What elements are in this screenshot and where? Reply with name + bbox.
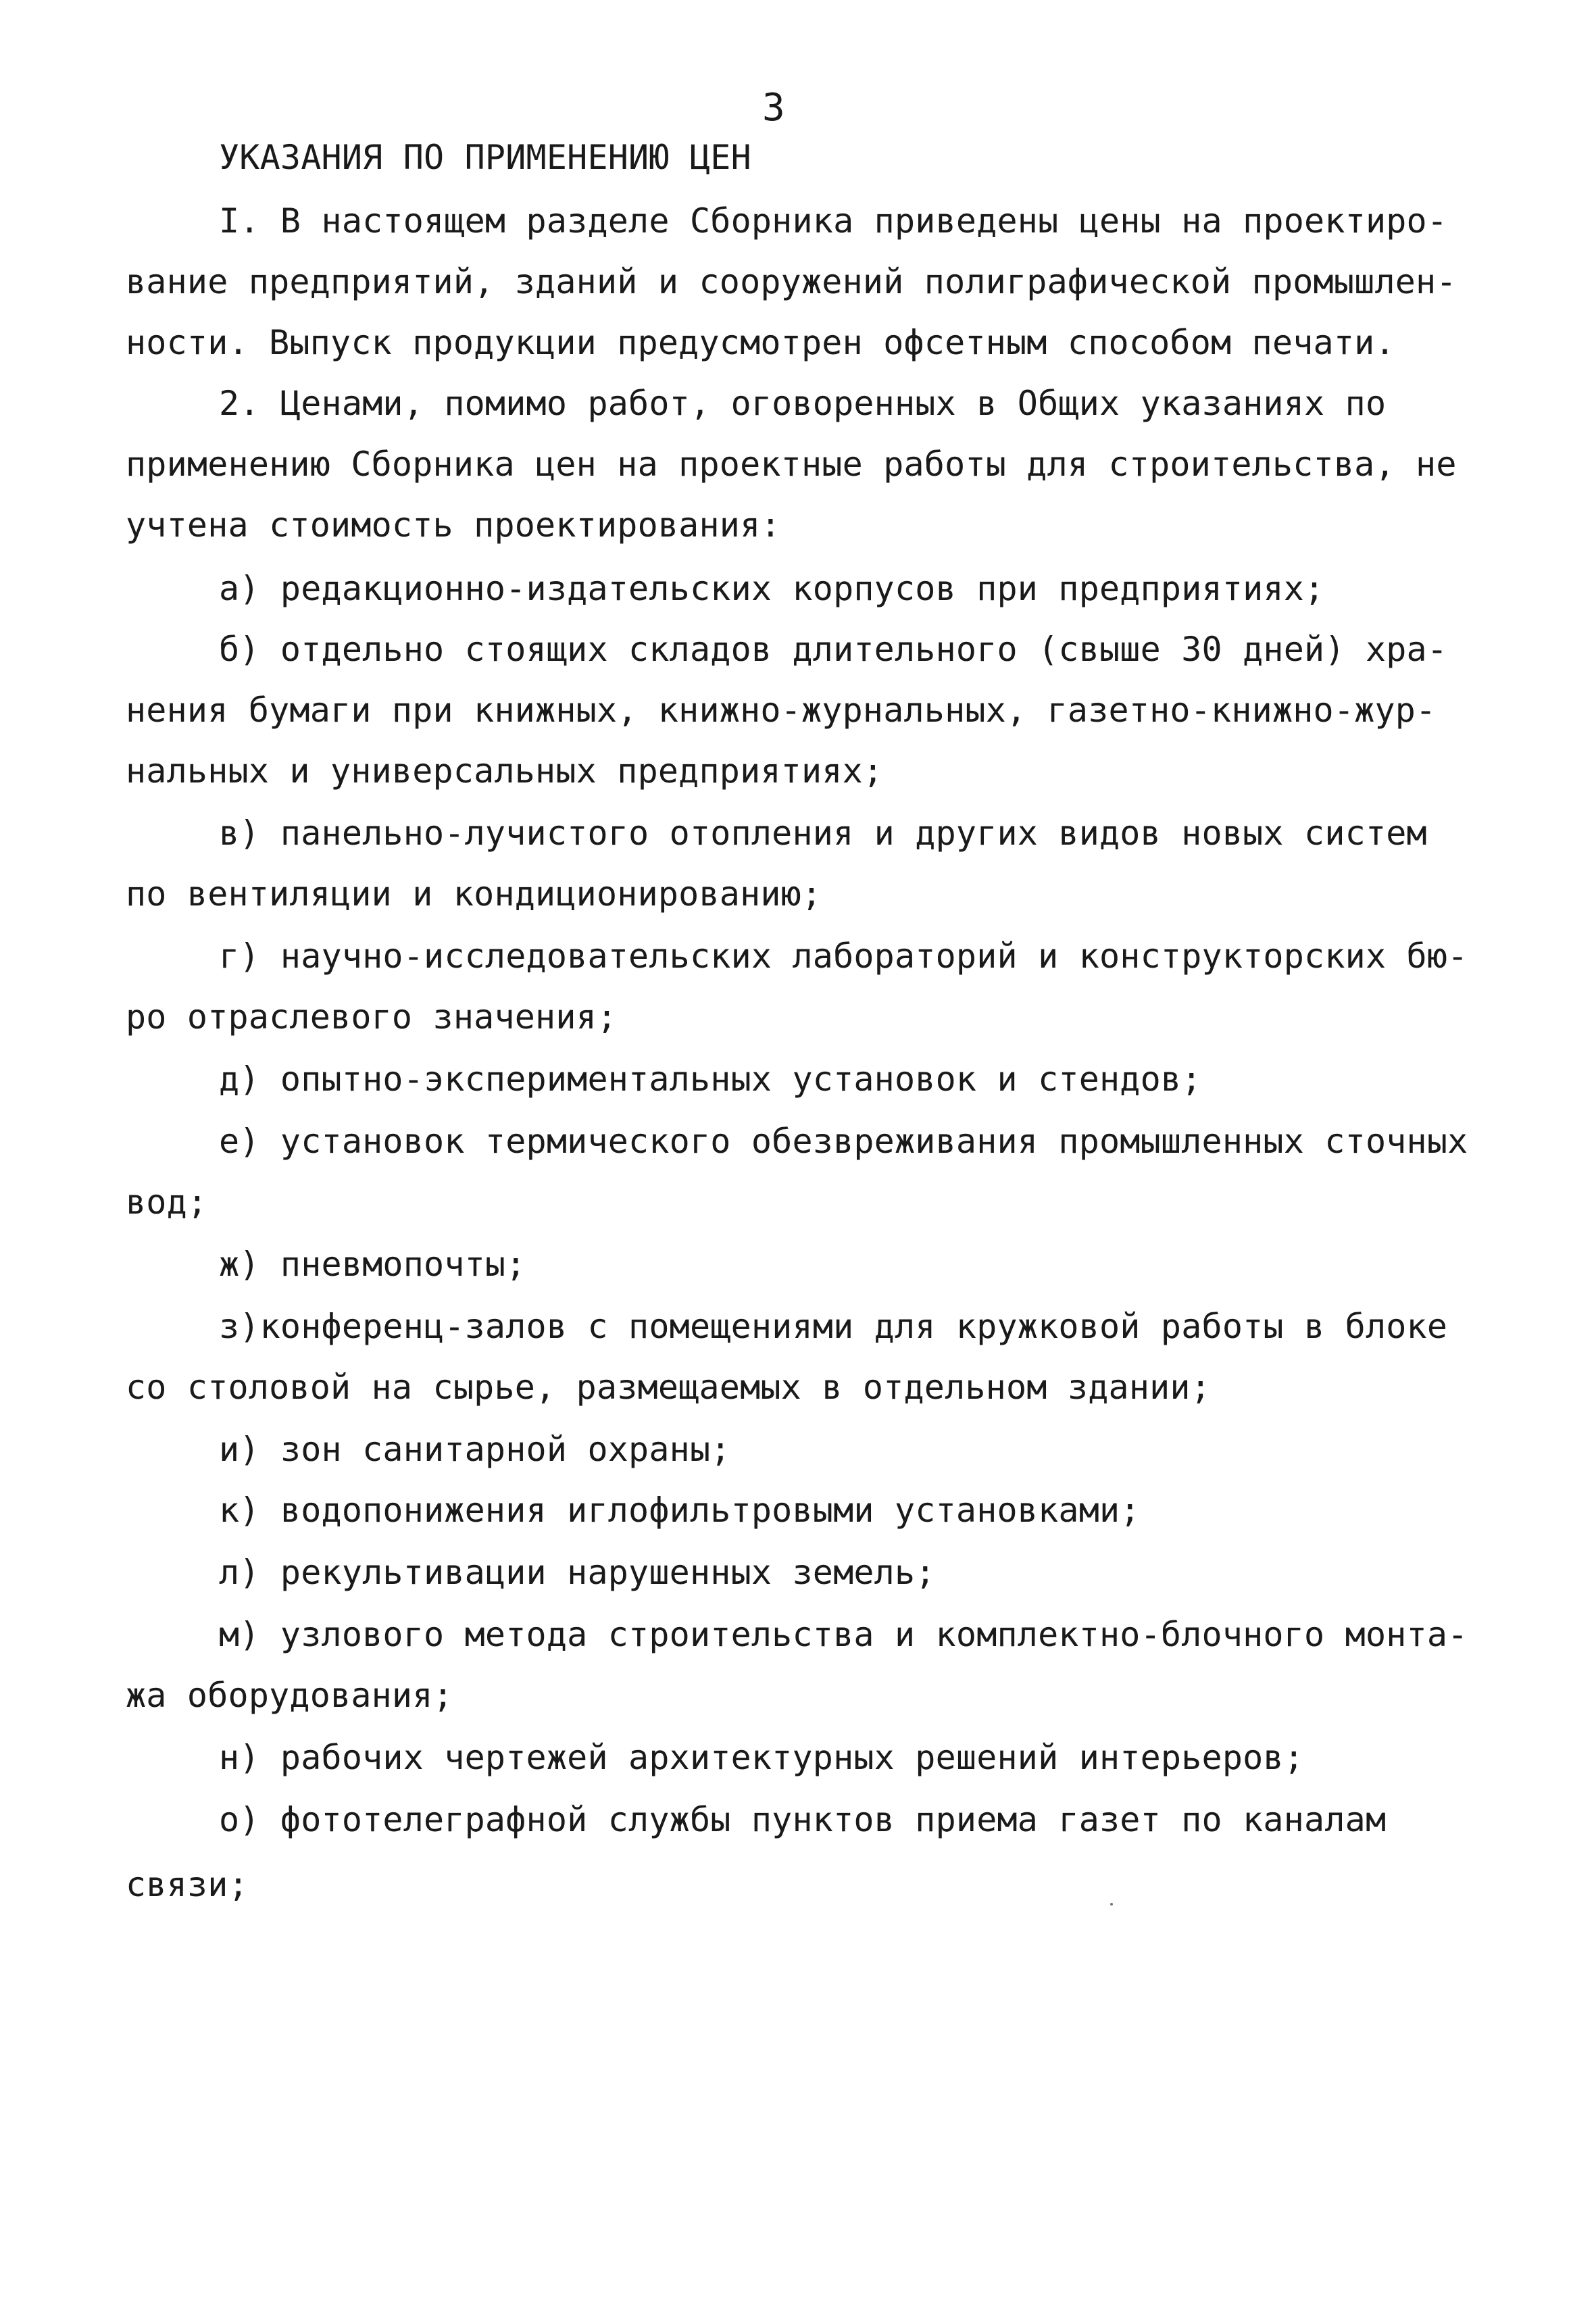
list-item-i: и) зон санитарной охраны; (219, 1430, 731, 1469)
list-item-m-line-2: жа оборудования; (126, 1676, 453, 1715)
list-item-l: л) рекультивации нарушенных земель; (219, 1553, 936, 1592)
paragraph-1-line-2: вание предприятий, зданий и сооружений полиграфической промышлен- (126, 262, 1457, 301)
list-item-b-line-1: б) отдельно стоящих складов длительного (свыше 30 дней) хра- (219, 630, 1448, 669)
list-item-v-line-1: в) панельно-лучистого отопления и других видов новых систем (219, 814, 1427, 853)
section-heading: УКАЗАНИЯ ПО ПРИМЕНЕНИЮ ЦЕН (219, 138, 751, 177)
list-item-k: к) водопонижения иглофильтровыми установками; (219, 1491, 1141, 1530)
list-item-g-line-1: г) научно-исследовательских лабораторий и конструкторских бю- (219, 937, 1468, 976)
page-number: 3 (762, 86, 785, 130)
list-item-m-line-1: м) узлового метода строительства и комплектно-блочного монта- (219, 1615, 1468, 1654)
list-item-g-line-2: ро отраслевого значения; (126, 997, 618, 1037)
paragraph-2-line-1: 2. Ценами, помимо работ, оговоренных в Общих указаниях по (219, 384, 1387, 423)
list-item-e-line-1: е) установок термического обезвреживания промышленных сточных (219, 1122, 1468, 1161)
scan-speck (1110, 1903, 1113, 1906)
list-item-z-line-1: з)конференц-залов с помещениями для кружковой работы в блоке (219, 1307, 1448, 1346)
list-item-o-line-2: связи; (126, 1865, 249, 1904)
list-item-d: д) опытно-экспериментальных установок и стендов; (219, 1060, 1202, 1099)
paragraph-1-line-3: ности. Выпуск продукции предусмотрен офсетным способом печати. (126, 323, 1395, 362)
list-item-b-line-2: нения бумаги при книжных, книжно-журнальных, газетно-книжно-жур- (126, 691, 1437, 730)
list-item-zh: ж) пневмопочты; (219, 1245, 526, 1284)
list-item-v-line-2: по вентиляции и кондиционированию; (126, 874, 822, 914)
paragraph-1-line-1: I. В настоящем разделе Сборника приведены цены на проектиро- (219, 201, 1448, 241)
list-item-o-line-1: о) фототелеграфной службы пунктов приема газет по каналам (219, 1800, 1387, 1839)
list-item-e-line-2: вод; (126, 1183, 208, 1222)
paragraph-2-line-2: применению Сборника цен на проектные работы для строительства, не (126, 445, 1457, 484)
list-item-b-line-3: нальных и универсальных предприятиях; (126, 751, 884, 791)
list-item-z-line-2: со столовой на сырье, размещаемых в отдельном здании; (126, 1368, 1212, 1407)
list-item-n: н) рабочих чертежей архитектурных решений интерьеров; (219, 1738, 1305, 1777)
paragraph-2-line-3: учтена стоимость проектирования: (126, 505, 781, 545)
list-item-a: а) редакционно-издательских корпусов при предприятиях; (219, 569, 1325, 608)
